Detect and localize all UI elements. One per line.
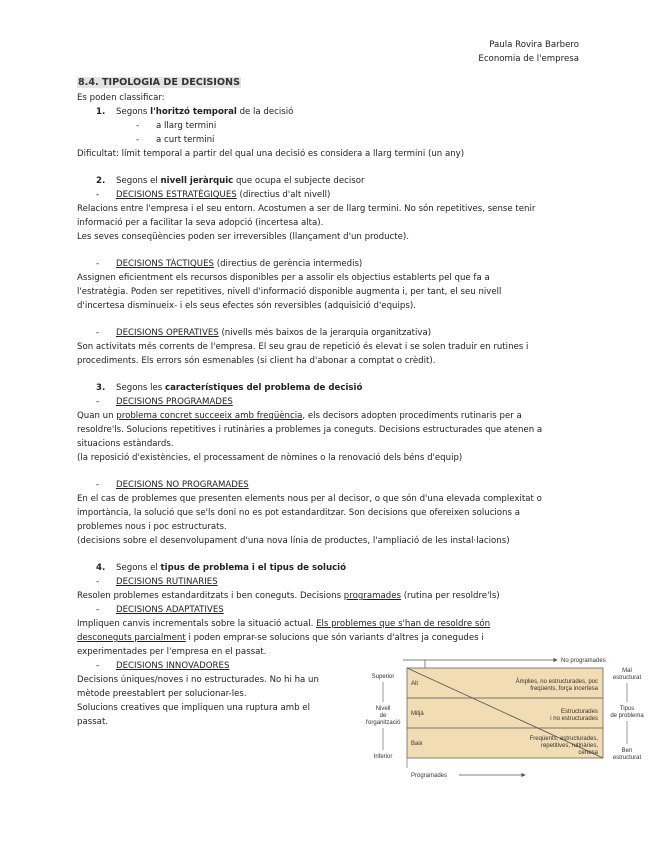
subheading-label: DECISIONS PROGRAMADES (116, 397, 233, 407)
paragraph-line: d'incertesa disminueix- i els seus efectes són reversibles (adquisició d'equips). (77, 301, 416, 311)
subheading-label: DECISIONS ESTRATÈGIQUES (116, 190, 237, 200)
bullet: - (96, 480, 100, 490)
paragraph-line: (decisions sobre el desenvolupament d'una nova línia de productes, l'ampliació de les instal·lacions) (77, 536, 510, 546)
label-tipus-2: de problema (610, 713, 644, 719)
subheading-label: DECISIONS OPERATIVES (116, 328, 219, 338)
subheading-suffix: (directius d'alt nivell) (236, 190, 331, 200)
bullet: - (96, 605, 100, 615)
criterion-2-heading (96, 175, 365, 189)
text-part: Quan un (77, 411, 117, 421)
label-tipus-1: Tipus (619, 706, 635, 712)
subheading-suffix: (nivells més baixos de la jerarquia organitzativa) (218, 328, 432, 338)
subheading-label: DECISIONS NO PROGRAMADES (116, 480, 249, 490)
paragraph-line: Relacions entre l'empresa i el seu entorn. Acostumen a ser de llarg termini. No són repetitives, sense tenir (77, 204, 536, 214)
paragraph-line (77, 618, 490, 632)
label-no-programades: No programades (561, 658, 606, 664)
paragraph-line (77, 632, 484, 646)
desc-mitja-1: Estructurades (560, 709, 598, 715)
subheading-label: DECISIONS ADAPTATIVES (116, 605, 224, 615)
paragraph-line: Les seves conseqüències poden ser irreversibles (llançament d'un producte). (77, 232, 409, 242)
desc-mitja-2: i no estructurades (550, 716, 598, 722)
bullet: - (96, 397, 100, 407)
list-item (136, 120, 216, 134)
text-part: Segons el (116, 563, 161, 573)
text-part: Segons (116, 107, 151, 117)
text-bold: nivell jeràrquic (160, 176, 234, 186)
decision-type-diagram (355, 650, 650, 785)
list-item-text: a curt termini (156, 135, 215, 145)
criterion-number: 4. (96, 563, 106, 573)
paragraph-line: passat. (77, 717, 109, 727)
paragraph-line: Assignen eficientment els recursos disponibles per a assolir els objectius establerts pel que fa a (77, 273, 490, 283)
text-underlined: programades (343, 591, 401, 601)
label-nivell-2: de (379, 713, 387, 719)
paragraph-line: l'estratègia. Poden ser repetitives, nivell d'informació disponible augmenta i, per tant, el seu nivell (77, 287, 502, 297)
text-part: Segons les (116, 383, 165, 393)
label-mal-1: Mal (622, 668, 632, 674)
label-ben-2: estructurat (612, 755, 642, 761)
paragraph-line: importància, la solució que se'ls doni no es pot estandarditzar. Son decisions que ofereixen solucions a (77, 508, 520, 518)
desc-baix-1: Freqüents, estructurades, (529, 736, 598, 742)
paragraph-line: procediments. Els errors són esmenables (si client ha d'abonar a comptat o crèdit). (77, 356, 436, 366)
desc-alt-2: freqüents, força incertesa (530, 686, 598, 692)
desc-baix-3: certesa (578, 750, 598, 756)
paragraph-line: Son activitats més corrents de l'empresa. El seu grau de repetició és elevat i se solen traduir en rutines i (77, 342, 529, 352)
section-title: 8.4. TIPOLOGIA DE DECISIONS (78, 77, 240, 88)
label-programades: Programades (411, 773, 448, 779)
paragraph-line: situacions estàndards. (77, 439, 174, 449)
label-nivell-1: Nivell (375, 706, 391, 712)
text-part: que ocupa el subjecte decisor (233, 176, 365, 186)
subheading-suffix: (directius de gerència intermedis) (213, 259, 363, 269)
document-header (478, 38, 579, 66)
bullet: - (96, 190, 100, 200)
list-item-text: a llarg termini (156, 121, 217, 131)
criterion-number: 2. (96, 176, 106, 186)
intro-text: Es poden classificar: (77, 93, 165, 103)
subheading-innovative (96, 660, 229, 674)
level-alt: Alt (411, 681, 419, 687)
text-underlined: problema concret succeeix amb freqüència (116, 411, 303, 421)
text-bold: l'horitzó temporal (150, 107, 237, 117)
label-ben-1: Ben (621, 748, 633, 754)
criterion-3-heading (96, 382, 362, 396)
paragraph-line: informació per a facilitar la seva adopció (incertesa alta). (77, 218, 324, 228)
paragraph-line: mètode preestablert per solucionar-les. (77, 689, 247, 699)
difficulty-note: Dificultat: límit temporal a partir del qual una decisió es considera a llarg termini (un any) (77, 149, 465, 159)
paragraph-line (77, 410, 522, 424)
label-superior: Superior (371, 674, 395, 680)
label-mal-2: estructurat (612, 675, 642, 681)
paragraph-line: resoldre'ls. Solucions repetitives i rutinàries a problemes ja coneguts. Decisions estructurades que atenen a (77, 425, 543, 435)
subheading-label: DECISIONS INNOVADORES (116, 661, 230, 671)
bullet: - (96, 259, 100, 269)
paragraph-line: problemes nous i poc estructurats. (77, 522, 227, 532)
subheading-label: DECISIONS TÀCTIQUES (116, 259, 214, 269)
bullet: - (96, 577, 100, 587)
desc-alt-1: Àmplies, no estructurades, poc (515, 679, 598, 685)
text-part: , els decisors adopten procediments rutinaris per a (302, 411, 522, 421)
text-part: Resolen problemes estandarditzats i ben coneguts. Decisions (77, 591, 344, 601)
paragraph-line: En el cas de problemes que presenten elements nous per al decisor, o que són d'una elevada complexitat o (77, 494, 542, 504)
label-inferior: Inferior (373, 754, 393, 760)
subheading-programmed (96, 396, 233, 410)
text-underlined: desconeguts parcialment (77, 633, 186, 643)
criterion-number: 3. (96, 383, 106, 393)
list-item (136, 134, 214, 148)
text-bold: característiques del problema de decisió (165, 383, 363, 393)
subheading-routine (96, 576, 218, 590)
desc-baix-2: repetitives, rutinàries, (540, 743, 598, 749)
subheading-tactical (96, 258, 362, 272)
paragraph-line: Solucions creatives que impliquen una ruptura amb el (77, 703, 310, 713)
criterion-4-heading (96, 562, 346, 576)
level-mitja: Mitjà (411, 711, 424, 717)
text-part: de la decisió (236, 107, 294, 117)
subject-name: Economia de l'empresa (478, 54, 579, 64)
text-underlined: Els problemes que s'han de resoldre són (316, 619, 491, 629)
criterion-1-heading (96, 106, 293, 120)
subheading-strategic (96, 189, 330, 203)
paragraph-line: experimentades per l'empresa en el passat. (77, 647, 267, 657)
subheading-label: DECISIONS RUTINARIES (116, 577, 218, 587)
text-part: Segons el (116, 176, 161, 186)
paragraph-line: Decisions úniques/noves i no estructurades. No hi ha un (77, 675, 319, 685)
subheading-operative (96, 327, 431, 341)
bullet: - (96, 328, 100, 338)
text-bold: tipus de problema i el tipus de solució (160, 563, 347, 573)
label-nivell-3: l'organització (365, 720, 401, 726)
paragraph-line (77, 590, 500, 604)
text-part: (rutina per resoldre'ls) (400, 591, 500, 601)
subheading-non-programmed (96, 479, 249, 493)
bullet: - (136, 121, 140, 131)
author-name: Paula Rovira Barbero (489, 40, 579, 50)
subheading-adaptive (96, 604, 224, 618)
level-baix: Baix (411, 741, 423, 747)
criterion-number: 1. (96, 107, 106, 117)
paragraph-line: (la reposició d'existències, el processament de nòmines o la renovació dels béns d'equip) (77, 453, 463, 463)
text-part: Impliquen canvis incrementals sobre la situació actual. (77, 619, 317, 629)
bullet: - (96, 661, 100, 671)
bullet: - (136, 135, 140, 145)
text-part: i poden emprar-se solucions que són variants d'altres ja conegudes i (185, 633, 484, 643)
